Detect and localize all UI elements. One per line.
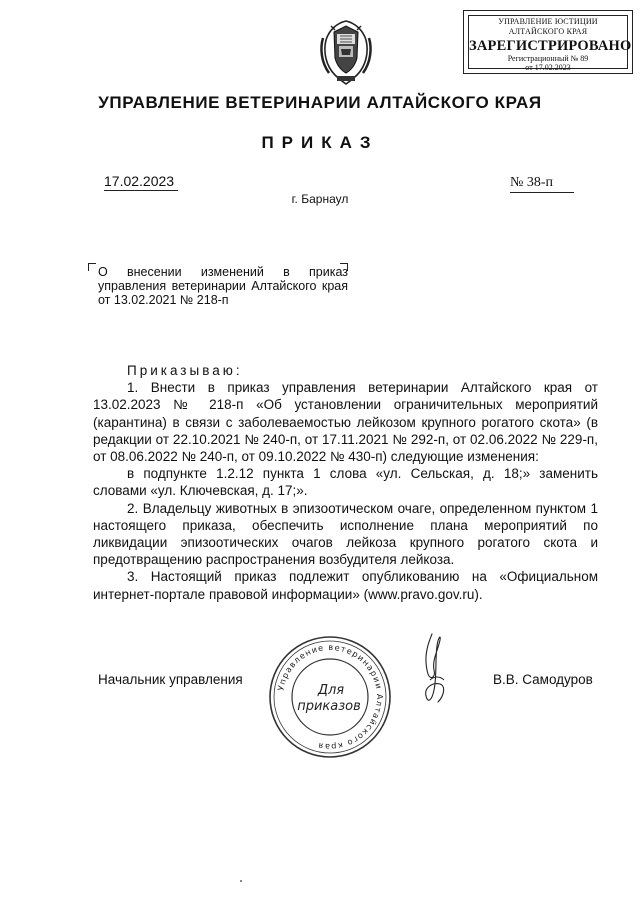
- paragraph-1: 1. Внести в приказ управления ветеринарии Алтайского края от 13.02.2023 № 218-п «Об установлении ограничительных мероприятий (карантина) в связи с заболеваемостью лейкозом крупного рогатого скота» (в редакции от 22.10.2021 № 240-п, от 17.11.2021 № 292-п, от 02.06.2022 № 229-п, от 08.06.2022 № 240-п, от 09.10.2022 № 430-п) следующие изменения:: [93, 380, 598, 465]
- subject-text: О внесении изменений в приказ управления ветеринарии Алтайского края от 13.02.2021 № 218-п: [98, 265, 348, 307]
- stamp-title: ЗАРЕГИСТРИРОВАНО: [469, 38, 632, 54]
- registration-stamp: [463, 10, 633, 74]
- document-type: ПРИКАЗ: [261, 133, 379, 152]
- document-number: № 38-п: [510, 175, 574, 193]
- scan-dot: [240, 880, 242, 882]
- handwritten-signature: [410, 630, 454, 710]
- round-seal: [265, 632, 395, 762]
- stamp-reg-date: от 17.02.2023: [525, 63, 571, 72]
- signatory-position: Начальник управления: [98, 672, 243, 687]
- document-date: 17.02.2023: [104, 173, 178, 191]
- paragraph-3: 3. Настоящий приказ подлежит опубликованию на «Официальном интернет-портале правовой информации» (www.pravo.gov.ru).: [93, 569, 598, 602]
- seal-center-line2: приказов: [297, 699, 361, 714]
- order-body: [93, 362, 598, 603]
- organization-title: УПРАВЛЕНИЕ ВЕТЕРИНАРИИ АЛТАЙСКОГО КРАЯ: [98, 93, 542, 112]
- coat-of-arms-emblem: [317, 18, 375, 86]
- seal-center-line1: Для: [317, 683, 345, 698]
- stamp-org-line1: УПРАВЛЕНИЕ ЮСТИЦИИ: [498, 17, 598, 26]
- stamp-reg-number: Регистрационный № 89: [507, 54, 589, 63]
- subject-bracket-left: [88, 263, 96, 271]
- order-word: Приказываю:: [127, 363, 243, 378]
- city: г. Барнаул: [291, 192, 349, 206]
- stamp-org-line2: АЛТАЙСКОГО КРАЯ: [508, 27, 588, 36]
- paragraph-2: 2. Владельцу животных в эпизоотическом очаге, определенном пунктом 1 настоящего приказа, обеспечить исполнение плана мероприятий по ликвидации эпизоотических очагов лейкоза крупного рогатого скота и предотвращению распространения возбудителя лейкоза.: [93, 500, 598, 568]
- seal-ring-text: Управление ветеринарии Алтайского края: [275, 641, 386, 753]
- signatory-name: В.В. Самодуров: [493, 672, 593, 687]
- paragraph-1a: в подпункте 1.2.12 пункта 1 слова «ул. Сельская, д. 18;» заменить словами «ул. Ключевская, д. 17;».: [93, 466, 598, 499]
